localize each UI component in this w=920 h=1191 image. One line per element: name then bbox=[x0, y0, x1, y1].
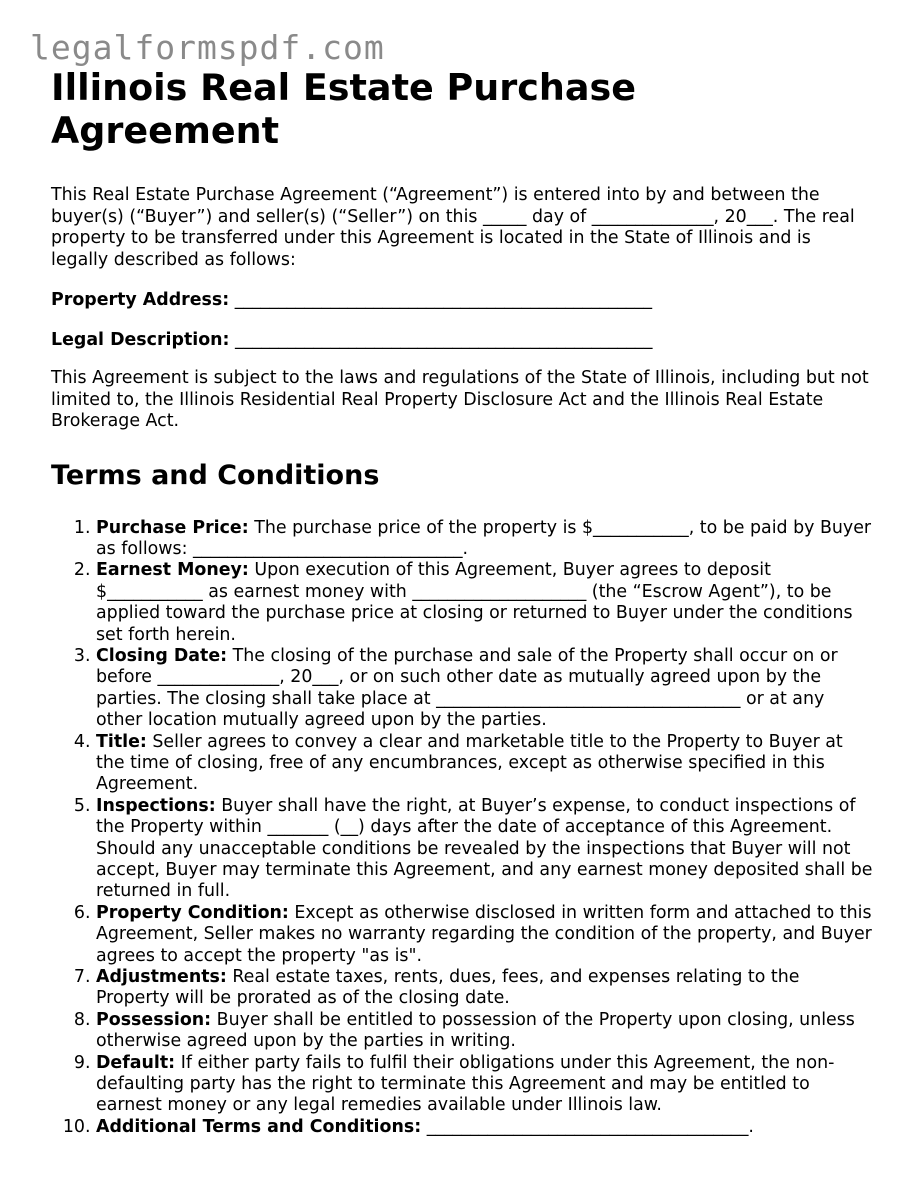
term-title: Closing Date: bbox=[96, 645, 228, 666]
term-title: Purchase Price: bbox=[96, 517, 249, 538]
term-item bbox=[96, 796, 873, 903]
term-text: Real estate taxes, rents, dues, fees, and expenses relating to the Property will be prorated as of the closing date. bbox=[96, 967, 800, 1009]
intro-paragraph: This Real Estate Purchase Agreement (“Agreement”) is entered into by and between the buyer(s) (“Buyer”) and seller(s) (“Seller”) on this _____ day of ______________, 20___. The real property to be transferred under this Agreement is located in the State of Illinois and is legally described as follows: bbox=[51, 185, 855, 270]
terms-list bbox=[51, 518, 873, 1139]
term-title: Property Condition: bbox=[96, 902, 289, 923]
terms-heading: Terms and Conditions bbox=[51, 459, 380, 491]
term-text: The closing of the purchase and sale of the Property shall occur on or before ______________, 20___, or on such other date as mutually agreed upon by the parties. The closing shall take place at ___________________________________ or at any other location mutually agreed upon by the parties. bbox=[96, 645, 838, 731]
term-title: Earnest Money: bbox=[96, 560, 249, 581]
term-item bbox=[96, 646, 873, 732]
term-item bbox=[96, 732, 873, 796]
term-text: Upon execution of this Agreement, Buyer agrees to deposit $___________ as earnest money with ____________________ (the “Escrow Agent”), to be applied toward the purchase price at closing or returned to Buyer under the conditions set forth herein. bbox=[96, 560, 853, 645]
property-address-label: Property Address: bbox=[51, 290, 230, 310]
legal-description-field bbox=[51, 330, 873, 352]
legal-description-label: Legal Description: bbox=[51, 329, 230, 350]
term-item bbox=[96, 1010, 873, 1053]
term-text: If either party fails to fulfil their obligations under this Agreement, the non-defaulting party has the right to terminate this Agreement and may be entitled to earnest money or any legal remedies available under Illinois law. bbox=[96, 1052, 835, 1116]
term-title: Adjustments: bbox=[96, 967, 227, 988]
term-item bbox=[96, 560, 873, 646]
term-item bbox=[96, 967, 873, 1010]
term-title: Default: bbox=[96, 1052, 176, 1073]
term-title: Additional Terms and Conditions: bbox=[96, 1116, 422, 1137]
term-title: Inspections: bbox=[96, 795, 216, 816]
term-text: Buyer shall be entitled to possession of the Property upon closing, unless otherwise agreed upon by the parties in writing. bbox=[96, 1009, 855, 1052]
term-text: The purchase price of the property is $___________, to be paid by Buyer as follows: _______________________________. bbox=[96, 517, 872, 559]
property-address-blank: ________________________________________________ bbox=[234, 290, 653, 310]
document-page bbox=[51, 66, 873, 1138]
governing-law-paragraph: This Agreement is subject to the laws and regulations of the State of Illinois, including but not limited to, the Illinois Residential Real Property Disclosure Act and the Illinois Real Estate Brokerage Act. bbox=[51, 368, 869, 431]
term-item bbox=[96, 518, 873, 561]
term-item bbox=[96, 1117, 873, 1138]
term-title: Title: bbox=[96, 731, 147, 752]
document-title: Illinois Real Estate Purchase Agreement bbox=[51, 66, 636, 152]
term-text: _____________________________________. bbox=[426, 1116, 754, 1137]
term-text: Buyer shall have the right, at Buyer’s expense, to conduct inspections of the Property within _______ (__) days after the date of acceptance of this Agreement. Should any unacceptable conditions be revealed by the inspections that Buyer will not accept, Buyer may terminate this Agreement, and any earnest money deposited shall be returned in full. bbox=[96, 795, 873, 902]
term-text: Except as otherwise disclosed in written form and attached to this Agreement, Seller makes no warranty regarding the condition of the property, and Buyer agrees to accept the property "as is". bbox=[96, 902, 872, 966]
term-text: Seller agrees to convey a clear and marketable title to the Property to Buyer at the time of closing, free of any encumbrances, except as otherwise specified in this Agreement. bbox=[96, 731, 843, 795]
legal-description-blank: ________________________________________________ bbox=[235, 329, 653, 350]
term-title: Possession: bbox=[96, 1009, 212, 1030]
property-address-field bbox=[51, 290, 873, 312]
term-item bbox=[96, 1053, 873, 1117]
term-item bbox=[96, 903, 873, 967]
watermark: legalformspdf.com bbox=[30, 28, 385, 67]
